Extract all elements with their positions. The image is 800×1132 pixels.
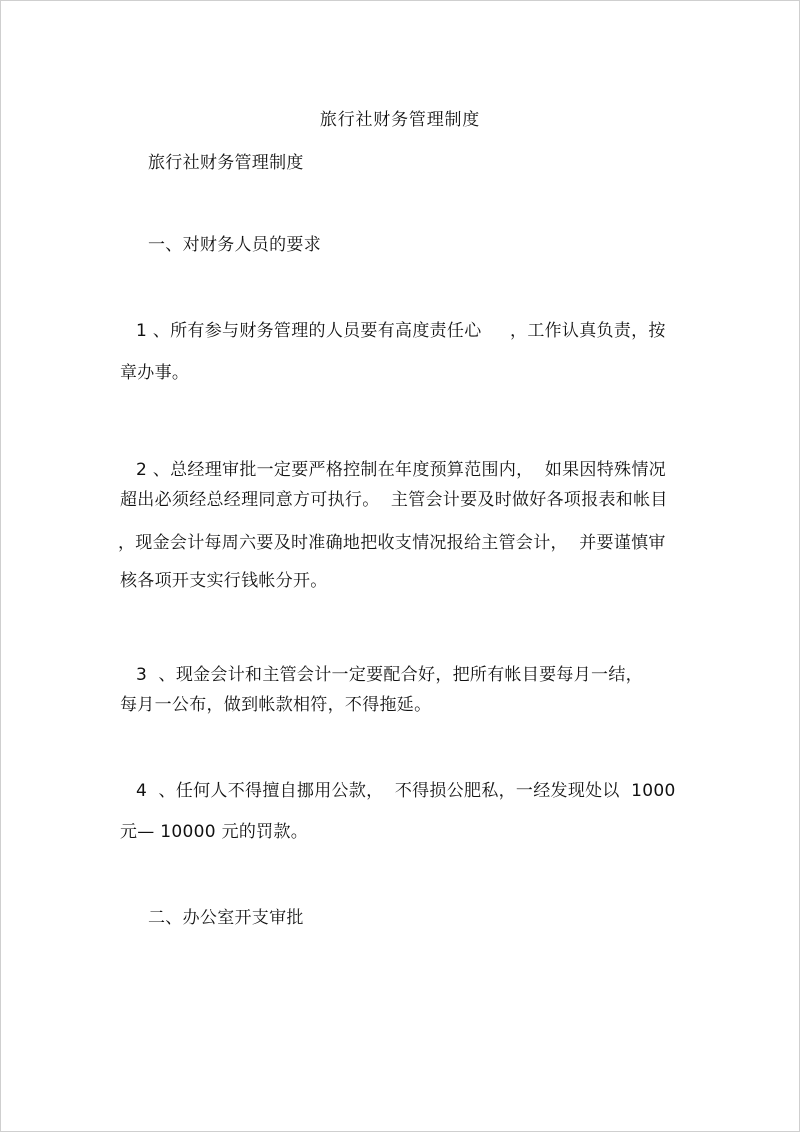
paragraph-line: 4 、任何人不得擅自挪用公款， 不得损公肥私，一经发现处以 1000 xyxy=(136,781,676,801)
paragraph-line: ，现金会计每周六要及时准确地把收支情况报给主管会计， 并要谨慎审 xyxy=(118,533,666,553)
paragraph-line: 2 、总经理审批一定要严格控制在年度预算范围内， 如果因特殊情况 xyxy=(136,460,666,480)
paragraph-line: 核各项开支实行钱帐分开。 xyxy=(120,571,328,591)
section-heading-2: 二、办公室开支审批 xyxy=(148,908,304,928)
document-subtitle: 旅行社财务管理制度 xyxy=(148,153,304,173)
paragraph-line: 1 、所有参与财务管理的人员要有高度责任心 ，工作认真负责，按 xyxy=(136,321,666,341)
paragraph-line: 3 、现金会计和主管会计一定要配合好，把所有帐目要每月一结， xyxy=(136,665,643,685)
document-title: 旅行社财务管理制度 xyxy=(319,110,481,130)
paragraph-line: 超出必须经总经理同意方可执行。 主管会计要及时做好各项报表和帐目 xyxy=(120,490,668,510)
paragraph-line: 元— 10000 元的罚款。 xyxy=(120,822,309,842)
paragraph-line: 每月一公布，做到帐款相符，不得拖延。 xyxy=(120,695,432,715)
paragraph-line: 章办事。 xyxy=(120,363,190,383)
section-heading-1: 一、对财务人员的要求 xyxy=(148,235,321,255)
